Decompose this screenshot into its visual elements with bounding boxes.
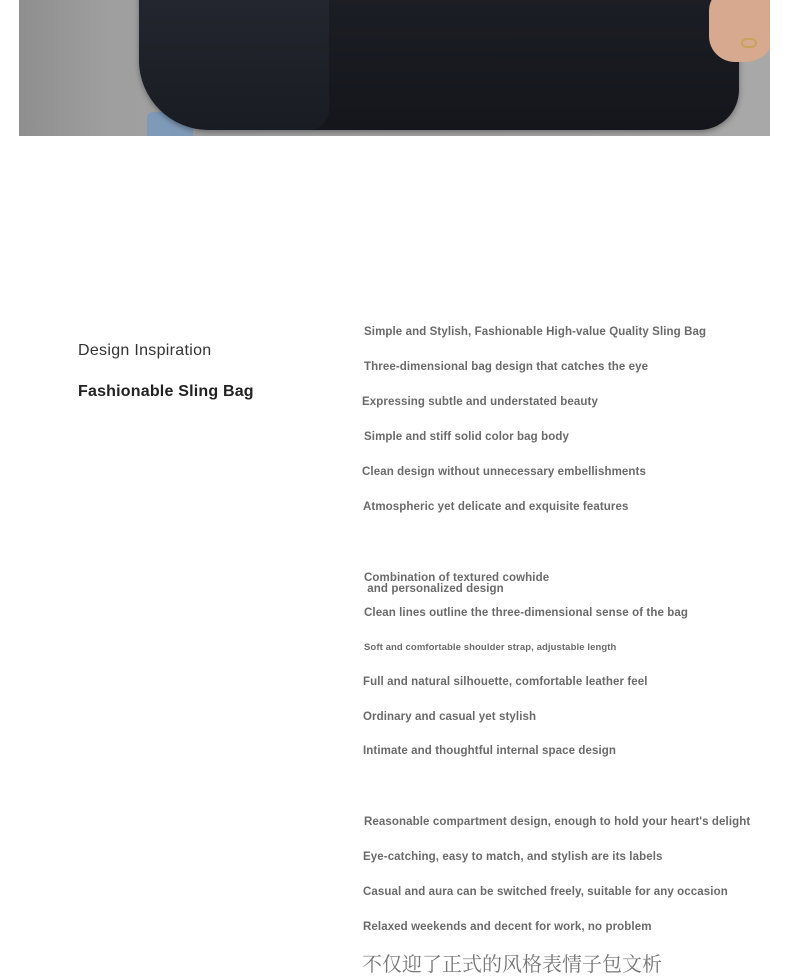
- feature-line: Simple and stiff solid color bag body: [364, 431, 569, 443]
- feature-line: Casual and aura can be switched freely, suitable for any occasion: [363, 886, 728, 898]
- feature-line: Ordinary and casual yet stylish: [363, 711, 537, 723]
- feature-line: Atmospheric yet delicate and exquisite features: [363, 501, 629, 513]
- feature-line: Combination of textured cowhide and personalized design: [364, 572, 550, 595]
- section-subtitle: Design Inspiration: [78, 342, 212, 359]
- feature-line: Full and natural silhouette, comfortable leather feel: [363, 676, 648, 688]
- hand: [709, 0, 770, 62]
- feature-line: Relaxed weekends and decent for work, no problem: [363, 921, 652, 933]
- feature-line: Clean lines outline the three-dimensional sense of the bag: [364, 607, 689, 619]
- chinese-caption: 不仅迎了正式的风格表情子包文析: [362, 954, 662, 976]
- jacket-fold: [139, 0, 329, 130]
- feature-line: Expressing subtle and understated beauty: [362, 396, 598, 408]
- feature-line: Soft and comfortable shoulder strap, adjustable length: [364, 642, 617, 653]
- feature-line: Simple and Stylish, Fashionable High-value Quality Sling Bag: [364, 326, 707, 338]
- feature-line: Clean design without unnecessary embellishments: [362, 466, 646, 478]
- product-photo: [19, 0, 770, 136]
- feature-line: Reasonable compartment design, enough to hold your heart's delight: [364, 816, 751, 828]
- section-title: Fashionable Sling Bag: [78, 383, 254, 400]
- feature-line: Eye-catching, easy to match, and stylish are its labels: [363, 851, 663, 863]
- ring-icon: [741, 38, 757, 48]
- feature-line: Three-dimensional bag design that catches the eye: [364, 361, 649, 373]
- feature-line: Intimate and thoughtful internal space design: [363, 745, 617, 757]
